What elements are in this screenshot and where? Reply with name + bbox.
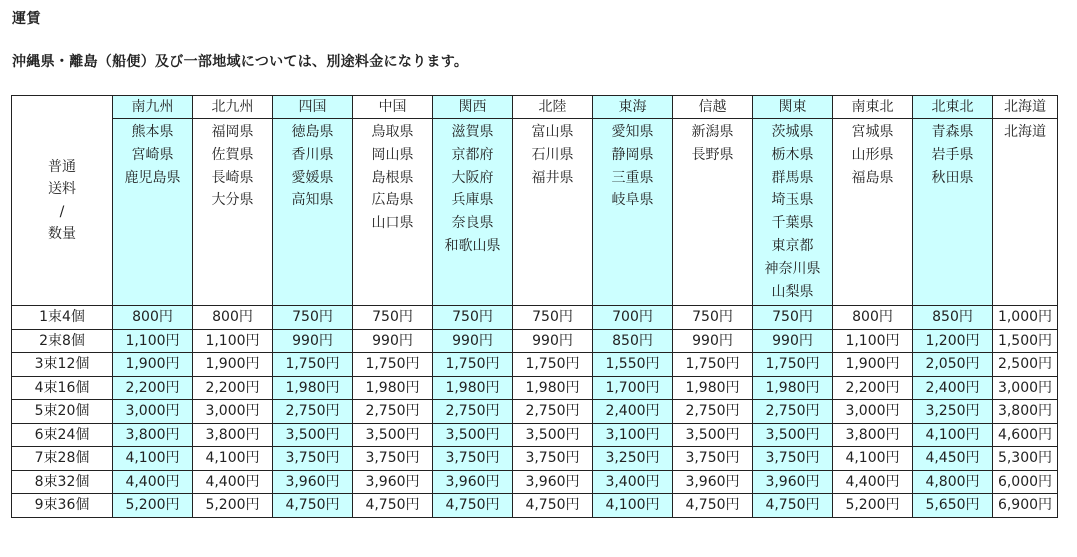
prefecture-name: 大阪府 (451, 169, 494, 186)
prefecture-list (273, 119, 353, 306)
region-header: 南東北 (833, 96, 913, 119)
region-header: 北陸 (513, 96, 593, 119)
prefecture-name: 宮崎県 (131, 146, 174, 163)
prefecture-name: 富山県 (531, 124, 574, 140)
prefecture-name: 高知県 (291, 192, 334, 209)
quantity-label: 4束16個 (12, 376, 113, 400)
price-cell: 1,100円 (113, 329, 193, 353)
price-cell: 2,200円 (193, 376, 273, 400)
prefecture-name: 福井県 (531, 169, 574, 186)
region-header: 信越 (673, 96, 753, 119)
price-cell: 3,800円 (993, 400, 1058, 424)
region-header: 北東北 (913, 96, 993, 119)
price-row (12, 494, 1058, 518)
prefecture-name: 兵庫県 (451, 192, 494, 209)
price-cell: 1,750円 (273, 353, 353, 377)
price-cell: 1,750円 (513, 353, 593, 377)
prefecture-list (993, 119, 1058, 306)
price-row (12, 353, 1058, 377)
prefecture-name: 山梨県 (771, 283, 814, 300)
price-cell: 3,500円 (273, 423, 353, 447)
shipping-rate-table (11, 95, 1058, 518)
price-cell: 2,400円 (593, 400, 673, 424)
prefecture-list (753, 119, 833, 306)
prefecture-name: 岩手県 (931, 146, 974, 163)
price-cell: 4,750円 (673, 494, 753, 518)
price-cell: 800円 (193, 306, 273, 330)
price-cell: 1,980円 (513, 376, 593, 400)
price-cell: 4,750円 (513, 494, 593, 518)
price-cell: 4,100円 (593, 494, 673, 518)
prefecture-name: 和歌山県 (444, 237, 501, 254)
prefecture-name: 島根県 (371, 169, 414, 186)
price-row (12, 447, 1058, 471)
price-cell: 1,980円 (273, 376, 353, 400)
price-cell: 990円 (753, 329, 833, 353)
price-cell: 3,000円 (833, 400, 913, 424)
price-cell: 990円 (513, 329, 593, 353)
price-cell: 4,750円 (753, 494, 833, 518)
price-cell: 1,100円 (833, 329, 913, 353)
price-cell: 800円 (833, 306, 913, 330)
corner-label-line: 数量 (48, 226, 76, 242)
prefecture-name: 東京都 (771, 237, 814, 254)
prefecture-row (12, 119, 1058, 306)
price-cell: 3,500円 (753, 423, 833, 447)
price-cell: 3,250円 (913, 400, 993, 424)
prefecture-list (593, 119, 673, 306)
region-header: 中国 (353, 96, 433, 119)
prefecture-name: 神奈川県 (764, 260, 821, 277)
price-cell: 1,750円 (433, 353, 513, 377)
price-cell: 3,800円 (833, 423, 913, 447)
price-cell: 3,750円 (433, 447, 513, 471)
price-cell: 4,750円 (353, 494, 433, 518)
prefecture-name: 石川県 (531, 146, 574, 163)
prefecture-name: 宮城県 (851, 124, 894, 140)
price-cell: 750円 (513, 306, 593, 330)
price-cell: 990円 (673, 329, 753, 353)
price-row (12, 329, 1058, 353)
region-header: 南九州 (113, 96, 193, 119)
prefecture-name: 山口県 (371, 215, 414, 232)
quantity-label: 9束36個 (12, 494, 113, 518)
prefecture-name: 群馬県 (771, 169, 814, 186)
region-header: 関西 (433, 96, 513, 119)
price-row (12, 306, 1058, 330)
price-cell: 2,050円 (913, 353, 993, 377)
price-cell: 4,450円 (913, 447, 993, 471)
price-cell: 2,500円 (993, 353, 1058, 377)
prefecture-name: 山形県 (851, 146, 894, 163)
corner-label-line: 送料 (48, 181, 76, 197)
page-title: 運賃 (12, 11, 41, 27)
price-cell: 4,100円 (833, 447, 913, 471)
price-cell: 4,100円 (113, 447, 193, 471)
region-header: 東海 (593, 96, 673, 119)
price-cell: 5,200円 (193, 494, 273, 518)
quantity-label: 3束12個 (12, 353, 113, 377)
prefecture-name: 熊本県 (131, 124, 174, 140)
price-cell: 2,750円 (273, 400, 353, 424)
prefecture-name: 鹿児島県 (124, 169, 181, 186)
prefecture-name: 大分県 (211, 192, 254, 209)
prefecture-name: 愛媛県 (291, 169, 334, 186)
price-cell: 3,750円 (753, 447, 833, 471)
price-cell: 990円 (353, 329, 433, 353)
prefecture-list (673, 119, 753, 306)
price-cell: 3,800円 (193, 423, 273, 447)
price-cell: 1,900円 (113, 353, 193, 377)
price-cell: 750円 (753, 306, 833, 330)
corner-label (12, 96, 113, 306)
prefecture-name: 千葉県 (771, 215, 814, 232)
price-cell: 4,600円 (993, 423, 1058, 447)
prefecture-name: 青森県 (931, 124, 974, 140)
prefecture-name: 広島県 (371, 192, 414, 209)
prefecture-name: 埼玉県 (771, 192, 814, 209)
prefecture-name: 静岡県 (611, 146, 654, 163)
price-cell: 1,750円 (753, 353, 833, 377)
prefecture-name: 愛知県 (611, 124, 654, 140)
price-cell: 3,100円 (593, 423, 673, 447)
price-cell: 3,500円 (673, 423, 753, 447)
price-cell: 750円 (673, 306, 753, 330)
price-cell: 750円 (273, 306, 353, 330)
price-cell: 6,000円 (993, 470, 1058, 494)
quantity-label: 5束20個 (12, 400, 113, 424)
price-cell: 1,100円 (193, 329, 273, 353)
price-cell: 6,900円 (993, 494, 1058, 518)
price-cell: 750円 (433, 306, 513, 330)
price-cell: 1,750円 (353, 353, 433, 377)
prefecture-name: 茨城県 (771, 124, 814, 140)
price-cell: 2,750円 (353, 400, 433, 424)
price-cell: 3,750円 (273, 447, 353, 471)
price-cell: 3,800円 (113, 423, 193, 447)
price-cell: 3,960円 (433, 470, 513, 494)
quantity-label: 2束8個 (12, 329, 113, 353)
region-header: 四国 (273, 96, 353, 119)
price-cell: 3,000円 (193, 400, 273, 424)
price-cell: 3,500円 (433, 423, 513, 447)
price-cell: 850円 (913, 306, 993, 330)
price-cell: 1,900円 (833, 353, 913, 377)
price-cell: 2,750円 (753, 400, 833, 424)
corner-label-line: 普通 (48, 158, 76, 175)
price-cell: 4,400円 (833, 470, 913, 494)
price-cell: 3,960円 (513, 470, 593, 494)
prefecture-name: 栃木県 (771, 146, 814, 163)
price-cell: 2,750円 (513, 400, 593, 424)
price-row (12, 376, 1058, 400)
price-cell: 3,960円 (753, 470, 833, 494)
price-cell: 4,750円 (433, 494, 513, 518)
prefecture-name: 三重県 (611, 169, 654, 186)
corner-label-line: / (59, 203, 65, 220)
prefecture-name: 徳島県 (291, 124, 334, 140)
region-header: 関東 (753, 96, 833, 119)
quantity-label: 7束28個 (12, 447, 113, 471)
price-cell: 4,800円 (913, 470, 993, 494)
prefecture-name: 北海道 (1004, 124, 1046, 140)
prefecture-list (113, 119, 193, 306)
price-cell: 3,960円 (273, 470, 353, 494)
prefecture-name: 秋田県 (931, 169, 974, 186)
price-cell: 1,200円 (913, 329, 993, 353)
price-cell: 3,750円 (513, 447, 593, 471)
price-row (12, 470, 1058, 494)
region-header: 北九州 (193, 96, 273, 119)
prefecture-list (353, 119, 433, 306)
price-cell: 1,980円 (753, 376, 833, 400)
prefecture-list (913, 119, 993, 306)
price-cell: 3,500円 (513, 423, 593, 447)
price-cell: 3,400円 (593, 470, 673, 494)
price-cell: 3,750円 (673, 447, 753, 471)
prefecture-name: 新潟県 (691, 124, 734, 140)
quantity-label: 6束24個 (12, 423, 113, 447)
price-cell: 3,250円 (593, 447, 673, 471)
price-cell: 5,300円 (993, 447, 1058, 471)
price-cell: 4,100円 (193, 447, 273, 471)
price-cell: 4,400円 (113, 470, 193, 494)
price-row (12, 400, 1058, 424)
price-cell: 1,550円 (593, 353, 673, 377)
prefecture-name: 長野県 (691, 146, 734, 163)
region-header-row (12, 96, 1058, 119)
price-cell: 4,750円 (273, 494, 353, 518)
price-cell: 2,200円 (113, 376, 193, 400)
price-cell: 990円 (273, 329, 353, 353)
prefecture-name: 奈良県 (451, 215, 494, 232)
price-cell: 1,900円 (193, 353, 273, 377)
prefecture-list (193, 119, 273, 306)
prefecture-name: 長崎県 (211, 169, 254, 186)
region-header: 北海道 (993, 96, 1058, 119)
price-cell: 1,000円 (993, 306, 1058, 330)
price-cell: 1,980円 (433, 376, 513, 400)
price-cell: 4,100円 (913, 423, 993, 447)
price-cell: 750円 (353, 306, 433, 330)
prefecture-list (513, 119, 593, 306)
price-cell: 2,200円 (833, 376, 913, 400)
price-cell: 2,750円 (673, 400, 753, 424)
quantity-label: 1束4個 (12, 306, 113, 330)
price-cell: 1,700円 (593, 376, 673, 400)
price-cell: 1,980円 (353, 376, 433, 400)
price-cell: 3,960円 (353, 470, 433, 494)
price-cell: 3,960円 (673, 470, 753, 494)
prefecture-name: 佐賀県 (211, 146, 254, 163)
price-cell: 2,750円 (433, 400, 513, 424)
prefecture-name: 香川県 (291, 146, 334, 163)
price-cell: 1,750円 (673, 353, 753, 377)
price-cell: 850円 (593, 329, 673, 353)
price-cell: 3,000円 (113, 400, 193, 424)
price-cell: 3,500円 (353, 423, 433, 447)
prefecture-list (433, 119, 513, 306)
price-cell: 990円 (433, 329, 513, 353)
prefecture-name: 福島県 (851, 169, 894, 186)
price-cell: 4,400円 (193, 470, 273, 494)
price-row (12, 423, 1058, 447)
price-cell: 3,000円 (993, 376, 1058, 400)
prefecture-name: 京都府 (451, 146, 494, 163)
price-cell: 5,200円 (113, 494, 193, 518)
price-cell: 1,980円 (673, 376, 753, 400)
price-cell: 5,650円 (913, 494, 993, 518)
price-cell: 800円 (113, 306, 193, 330)
prefecture-name: 滋賀県 (451, 124, 494, 140)
price-cell: 5,200円 (833, 494, 913, 518)
price-cell: 1,500円 (993, 329, 1058, 353)
quantity-label: 8束32個 (12, 470, 113, 494)
prefecture-name: 岐阜県 (611, 192, 654, 209)
price-cell: 3,750円 (353, 447, 433, 471)
surcharge-note: 沖縄県・離島（船便）及び一部地域については、別途料金になります。 (12, 54, 469, 70)
prefecture-name: 鳥取県 (371, 124, 414, 140)
prefecture-name: 岡山県 (371, 146, 414, 163)
prefecture-list (833, 119, 913, 306)
price-cell: 700円 (593, 306, 673, 330)
price-cell: 2,400円 (913, 376, 993, 400)
prefecture-name: 福岡県 (211, 124, 254, 140)
